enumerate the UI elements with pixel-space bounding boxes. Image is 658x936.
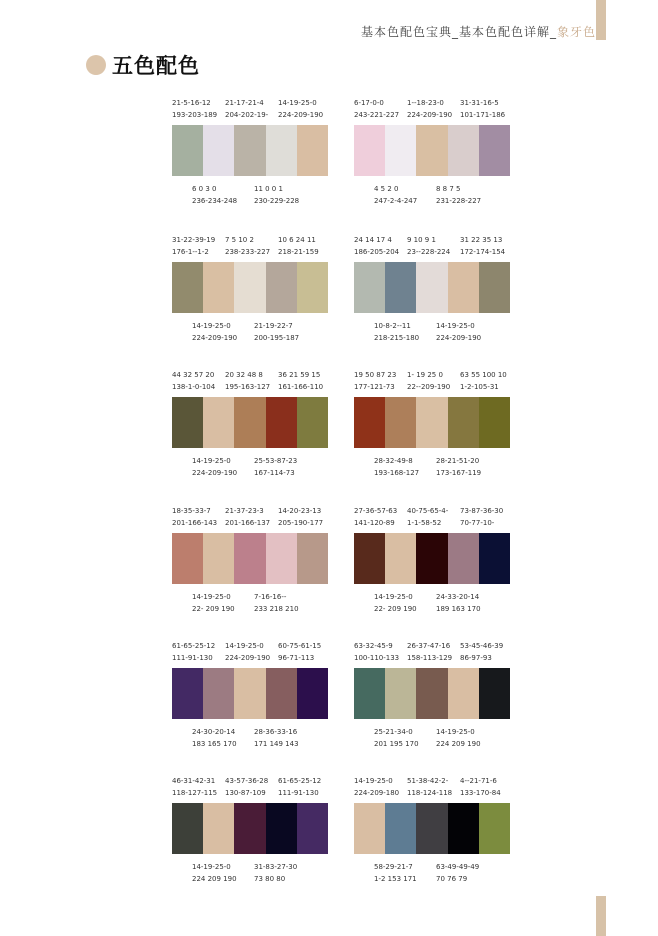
cmyk-value: 14-19-25-0 <box>192 322 231 330</box>
page-edge-tab-bottom <box>596 896 606 936</box>
cmyk-value: 21-5-16-12 <box>172 99 211 107</box>
rgb-value: 201 195 170 <box>374 740 419 748</box>
color-swatch <box>266 803 297 854</box>
rgb-value: 224-209-190 <box>278 111 324 119</box>
palette-card <box>172 505 328 629</box>
rgb-value: 233 218 210 <box>254 605 299 613</box>
bottom-color-codes <box>374 726 498 750</box>
color-swatch <box>203 125 234 176</box>
top-color-codes <box>172 369 332 393</box>
color-swatch <box>416 533 447 584</box>
color-swatch <box>416 668 447 719</box>
rgb-value: 224 209 190 <box>436 740 481 748</box>
cmyk-value: 40-75-65-4- <box>407 507 449 515</box>
swatch-strip <box>172 125 328 176</box>
rgb-value: 204-202-19- <box>225 111 269 119</box>
swatch-strip <box>172 262 328 313</box>
swatch-strip <box>172 668 328 719</box>
cmyk-row <box>374 320 498 332</box>
color-swatch <box>266 533 297 584</box>
cmyk-value: 1- 19 25 0 <box>407 371 443 379</box>
rgb-value: 193-203-189 <box>172 111 218 119</box>
rgb-row <box>192 332 316 344</box>
cmyk-row <box>192 591 316 603</box>
color-swatch <box>297 125 328 176</box>
rgb-value: 1-1-58-52 <box>407 519 442 527</box>
cmyk-value: 36 21 59 15 <box>278 371 321 379</box>
rgb-row <box>192 873 316 885</box>
color-swatch <box>448 533 479 584</box>
cmyk-value: 27-36-57-63 <box>354 507 398 515</box>
color-swatch <box>234 397 265 448</box>
color-swatch <box>479 803 510 854</box>
cmyk-value: 51-38-42-2- <box>407 777 449 785</box>
cmyk-row <box>354 234 514 246</box>
rgb-value: 224 209 190 <box>192 875 237 883</box>
cmyk-value: 14-19-25-0 <box>278 99 317 107</box>
color-swatch <box>385 533 416 584</box>
rgb-value: 183 165 170 <box>192 740 237 748</box>
color-swatch <box>172 803 203 854</box>
color-swatch <box>354 668 385 719</box>
color-swatch <box>172 397 203 448</box>
rgb-value: 231-228-227 <box>436 197 482 205</box>
cmyk-row <box>172 775 332 787</box>
cmyk-value: 53-45-46-39 <box>460 642 504 650</box>
cmyk-row <box>172 505 332 517</box>
rgb-row <box>172 517 332 529</box>
color-swatch <box>479 397 510 448</box>
cmyk-row <box>172 369 332 381</box>
color-swatch <box>385 262 416 313</box>
color-swatch <box>416 397 447 448</box>
rgb-value: 186-205-204 <box>354 248 400 256</box>
swatch-strip <box>354 803 510 854</box>
cmyk-value: 14-19-25-0 <box>192 863 231 871</box>
rgb-row <box>192 467 316 479</box>
cmyk-value: 58-29-21-7 <box>374 863 413 871</box>
cmyk-value: 8 8 7 5 <box>436 185 461 193</box>
top-color-codes <box>354 640 514 664</box>
bottom-color-codes <box>192 861 316 885</box>
cmyk-value: 31-31-16-5 <box>460 99 499 107</box>
rgb-value: 200-195-187 <box>254 334 300 342</box>
swatch-strip <box>172 803 328 854</box>
rgb-value: 193-168-127 <box>374 469 420 477</box>
rgb-row <box>374 738 498 750</box>
cmyk-value: 25-21-34-0 <box>374 728 413 736</box>
header-prefix: 基本色配色宝典_基本色配色详解_ <box>360 25 557 39</box>
color-swatch <box>203 397 234 448</box>
cmyk-row <box>192 320 316 332</box>
rgb-value: 22- 209 190 <box>374 605 417 613</box>
color-swatch <box>354 533 385 584</box>
rgb-row <box>374 873 498 885</box>
rgb-value: 224-209-190 <box>225 654 271 662</box>
rgb-row <box>354 381 514 393</box>
rgb-value: 201-166-137 <box>225 519 271 527</box>
cmyk-value: 14-19-25-0 <box>192 457 231 465</box>
rgb-value: 22- 209 190 <box>192 605 235 613</box>
cmyk-row <box>354 775 514 787</box>
swatch-strip <box>172 533 328 584</box>
palette-card <box>354 505 510 629</box>
color-swatch <box>172 668 203 719</box>
color-swatch <box>297 262 328 313</box>
rgb-value: 1-2-105-31 <box>460 383 499 391</box>
rgb-value: 171 149 143 <box>254 740 299 748</box>
cmyk-row <box>374 861 498 873</box>
cmyk-value: 28-36-33-16 <box>254 728 298 736</box>
palette-card <box>354 775 510 899</box>
rgb-value: 111-91-130 <box>172 654 213 662</box>
rgb-value: 96-71-113 <box>278 654 315 662</box>
swatch-strip <box>354 397 510 448</box>
color-swatch <box>385 125 416 176</box>
rgb-row <box>354 517 514 529</box>
rgb-value: 100-110-133 <box>354 654 400 662</box>
color-swatch <box>266 668 297 719</box>
cmyk-row <box>172 97 332 109</box>
palette-card <box>354 97 510 221</box>
rgb-value: 247-2-4-247 <box>374 197 418 205</box>
bottom-color-codes <box>192 591 316 615</box>
cmyk-value: 14-20-23-13 <box>278 507 322 515</box>
cmyk-row <box>192 183 316 195</box>
cmyk-value: 14-19-25-0 <box>225 642 264 650</box>
cmyk-value: 63-49-49-49 <box>436 863 480 871</box>
cmyk-value: 21-19-22-7 <box>254 322 293 330</box>
bottom-color-codes <box>192 726 316 750</box>
rgb-row <box>192 603 316 615</box>
cmyk-value: 14-19-25-0 <box>436 322 475 330</box>
bottom-color-codes <box>374 320 498 344</box>
cmyk-value: 20 32 48 8 <box>225 371 263 379</box>
section-title-block <box>86 50 200 80</box>
color-swatch <box>297 533 328 584</box>
color-swatch <box>354 125 385 176</box>
color-swatch <box>479 125 510 176</box>
rgb-value: 70-77-10- <box>460 519 495 527</box>
cmyk-value: 60-75-61-15 <box>278 642 322 650</box>
rgb-value: 161-166-110 <box>278 383 324 391</box>
rgb-value: 1-2 153 171 <box>374 875 417 883</box>
rgb-value: 111-91-130 <box>278 789 319 797</box>
rgb-value: 141-120-89 <box>354 519 395 527</box>
rgb-value: 86-97-93 <box>460 654 492 662</box>
color-swatch <box>448 803 479 854</box>
cmyk-value: 28-32-49-8 <box>374 457 413 465</box>
cmyk-value: 31-22-39-19 <box>172 236 216 244</box>
cmyk-value: 7-16-16-- <box>254 593 287 601</box>
top-color-codes <box>354 505 514 529</box>
top-color-codes <box>354 775 514 799</box>
rgb-value: 167-114-73 <box>254 469 295 477</box>
rgb-value: 224-209-190 <box>192 469 238 477</box>
rgb-row <box>354 109 514 121</box>
top-color-codes <box>172 97 332 121</box>
rgb-value: 238-233-227 <box>225 248 271 256</box>
rgb-row <box>172 109 332 121</box>
color-swatch <box>385 668 416 719</box>
color-swatch <box>479 668 510 719</box>
color-swatch <box>297 668 328 719</box>
rgb-value: 201-166-143 <box>172 519 218 527</box>
rgb-value: 118-124-118 <box>407 789 453 797</box>
palette-card <box>172 369 328 493</box>
palette-card <box>172 97 328 221</box>
color-swatch <box>266 397 297 448</box>
color-swatch <box>448 125 479 176</box>
top-color-codes <box>172 505 332 529</box>
page-edge-tab-top <box>596 0 606 40</box>
cmyk-value: 24-33-20-14 <box>436 593 480 601</box>
top-color-codes <box>172 640 332 664</box>
top-color-codes <box>172 775 332 799</box>
cmyk-value: 46-31-42-31 <box>172 777 216 785</box>
bottom-color-codes <box>374 455 498 479</box>
top-color-codes <box>354 369 514 393</box>
swatch-strip <box>354 533 510 584</box>
color-swatch <box>354 803 385 854</box>
header-highlight: 象牙色 <box>556 25 596 39</box>
page-title: 五色配色 <box>112 54 200 78</box>
color-swatch <box>172 262 203 313</box>
swatch-strip <box>354 668 510 719</box>
color-swatch <box>234 803 265 854</box>
cmyk-row <box>354 640 514 652</box>
color-swatch <box>416 125 447 176</box>
palette-card <box>354 234 510 358</box>
color-swatch <box>448 397 479 448</box>
rgb-row <box>374 603 498 615</box>
rgb-row <box>172 381 332 393</box>
top-color-codes <box>354 97 514 121</box>
cmyk-value: 10 6 24 11 <box>278 236 316 244</box>
color-swatch <box>385 803 416 854</box>
color-swatch <box>234 125 265 176</box>
color-swatch <box>203 262 234 313</box>
swatch-strip <box>354 262 510 313</box>
color-swatch <box>354 397 385 448</box>
rgb-row <box>354 652 514 664</box>
rgb-value: 173-167-119 <box>436 469 482 477</box>
cmyk-value: 1--18-23-0 <box>407 99 444 107</box>
color-swatch <box>234 668 265 719</box>
top-color-codes <box>354 234 514 258</box>
rgb-value: 177-121-73 <box>354 383 395 391</box>
rgb-value: 176-1--1-2 <box>172 248 209 256</box>
color-swatch <box>172 533 203 584</box>
color-swatch <box>234 533 265 584</box>
palette-card <box>354 369 510 493</box>
color-swatch <box>266 125 297 176</box>
cmyk-row <box>374 455 498 467</box>
rgb-row <box>192 738 316 750</box>
cmyk-value: 63-32-45-9 <box>354 642 393 650</box>
cmyk-value: 14-19-25-0 <box>192 593 231 601</box>
rgb-value: 73 80 80 <box>254 875 286 883</box>
color-swatch <box>172 125 203 176</box>
rgb-row <box>354 246 514 258</box>
rgb-value: 189 163 170 <box>436 605 481 613</box>
cmyk-value: 19 50 87 23 <box>354 371 397 379</box>
cmyk-row <box>192 726 316 738</box>
cmyk-value: 7 5 10 2 <box>225 236 254 244</box>
rgb-value: 243-221-227 <box>354 111 400 119</box>
color-swatch <box>416 803 447 854</box>
rgb-value: 224-209-190 <box>407 111 453 119</box>
rgb-value: 133-170-84 <box>460 789 501 797</box>
rgb-value: 195-163-127 <box>225 383 271 391</box>
cmyk-value: 21-17-21-4 <box>225 99 264 107</box>
rgb-value: 224-209-180 <box>354 789 400 797</box>
color-swatch <box>448 668 479 719</box>
rgb-row <box>172 787 332 799</box>
cmyk-value: 4 5 2 0 <box>374 185 399 193</box>
rgb-row <box>374 467 498 479</box>
rgb-row <box>192 195 316 207</box>
color-swatch <box>234 262 265 313</box>
palette-card <box>172 775 328 899</box>
cmyk-value: 6-17-0-0 <box>354 99 384 107</box>
cmyk-row <box>172 640 332 652</box>
cmyk-row <box>374 726 498 738</box>
rgb-value: 23--228-224 <box>407 248 451 256</box>
color-swatch <box>203 668 234 719</box>
cmyk-value: 26-37-47-16 <box>407 642 451 650</box>
rgb-value: 22--209-190 <box>407 383 451 391</box>
bottom-color-codes <box>192 320 316 344</box>
swatch-strip <box>172 397 328 448</box>
rgb-row <box>374 195 498 207</box>
cmyk-value: 21-37-23-3 <box>225 507 264 515</box>
color-swatch <box>448 262 479 313</box>
top-color-codes <box>172 234 332 258</box>
rgb-value: 218-215-180 <box>374 334 420 342</box>
cmyk-value: 14-19-25-0 <box>374 593 413 601</box>
palette-card <box>172 640 328 764</box>
bottom-color-codes <box>192 455 316 479</box>
color-swatch <box>479 262 510 313</box>
cmyk-value: 10-8-2--11 <box>374 322 411 330</box>
color-swatch <box>479 533 510 584</box>
cmyk-value: 24-30-20-14 <box>192 728 236 736</box>
color-swatch <box>416 262 447 313</box>
rgb-value: 218-21-159 <box>278 248 319 256</box>
cmyk-value: 14-19-25-0 <box>436 728 475 736</box>
color-swatch <box>385 397 416 448</box>
title-bullet-icon <box>86 55 106 75</box>
cmyk-row <box>192 455 316 467</box>
palette-card <box>172 234 328 358</box>
rgb-value: 101-171-186 <box>460 111 506 119</box>
rgb-value: 230-229-228 <box>254 197 300 205</box>
cmyk-value: 14-19-25-0 <box>354 777 393 785</box>
cmyk-row <box>354 505 514 517</box>
bottom-color-codes <box>374 183 498 207</box>
rgb-value: 70 76 79 <box>436 875 468 883</box>
rgb-value: 224-209-190 <box>192 334 238 342</box>
rgb-value: 130-87-109 <box>225 789 266 797</box>
cmyk-value: 73-87-36-30 <box>460 507 504 515</box>
swatch-strip <box>354 125 510 176</box>
cmyk-value: 28-21-51-20 <box>436 457 480 465</box>
rgb-row <box>172 652 332 664</box>
cmyk-value: 24 14 17 4 <box>354 236 392 244</box>
cmyk-value: 9 10 9 1 <box>407 236 436 244</box>
rgb-row <box>172 246 332 258</box>
rgb-row <box>374 332 498 344</box>
palette-card <box>354 640 510 764</box>
cmyk-value: 6 0 3 0 <box>192 185 217 193</box>
cmyk-value: 18-35-33-7 <box>172 507 211 515</box>
rgb-value: 224-209-190 <box>436 334 482 342</box>
cmyk-row <box>374 591 498 603</box>
cmyk-value: 61-65-25-12 <box>278 777 322 785</box>
cmyk-value: 61-65-25-12 <box>172 642 216 650</box>
cmyk-row <box>172 234 332 246</box>
cmyk-row <box>374 183 498 195</box>
color-swatch <box>203 803 234 854</box>
bottom-color-codes <box>374 591 498 615</box>
cmyk-value: 44 32 57 20 <box>172 371 215 379</box>
cmyk-row <box>192 861 316 873</box>
color-swatch <box>354 262 385 313</box>
bottom-color-codes <box>374 861 498 885</box>
cmyk-value: 31-83-27-30 <box>254 863 298 871</box>
rgb-value: 118-127-115 <box>172 789 218 797</box>
cmyk-value: 25-53-87-23 <box>254 457 298 465</box>
cmyk-value: 43-57-36-28 <box>225 777 269 785</box>
cmyk-value: 31 22 35 13 <box>460 236 503 244</box>
rgb-row <box>354 787 514 799</box>
cmyk-value: 4--21-71-6 <box>460 777 497 785</box>
color-swatch <box>297 803 328 854</box>
rgb-value: 158-113-129 <box>407 654 453 662</box>
cmyk-row <box>354 369 514 381</box>
cmyk-row <box>354 97 514 109</box>
color-swatch <box>203 533 234 584</box>
rgb-value: 205-190-177 <box>278 519 324 527</box>
color-swatch <box>297 397 328 448</box>
cmyk-value: 63 55 100 10 <box>460 371 507 379</box>
rgb-value: 236-234-248 <box>192 197 238 205</box>
running-header <box>361 23 596 40</box>
rgb-value: 172-174-154 <box>460 248 506 256</box>
color-swatch <box>266 262 297 313</box>
bottom-color-codes <box>192 183 316 207</box>
rgb-value: 138-1-0-104 <box>172 383 216 391</box>
cmyk-value: 11 0 0 1 <box>254 185 283 193</box>
